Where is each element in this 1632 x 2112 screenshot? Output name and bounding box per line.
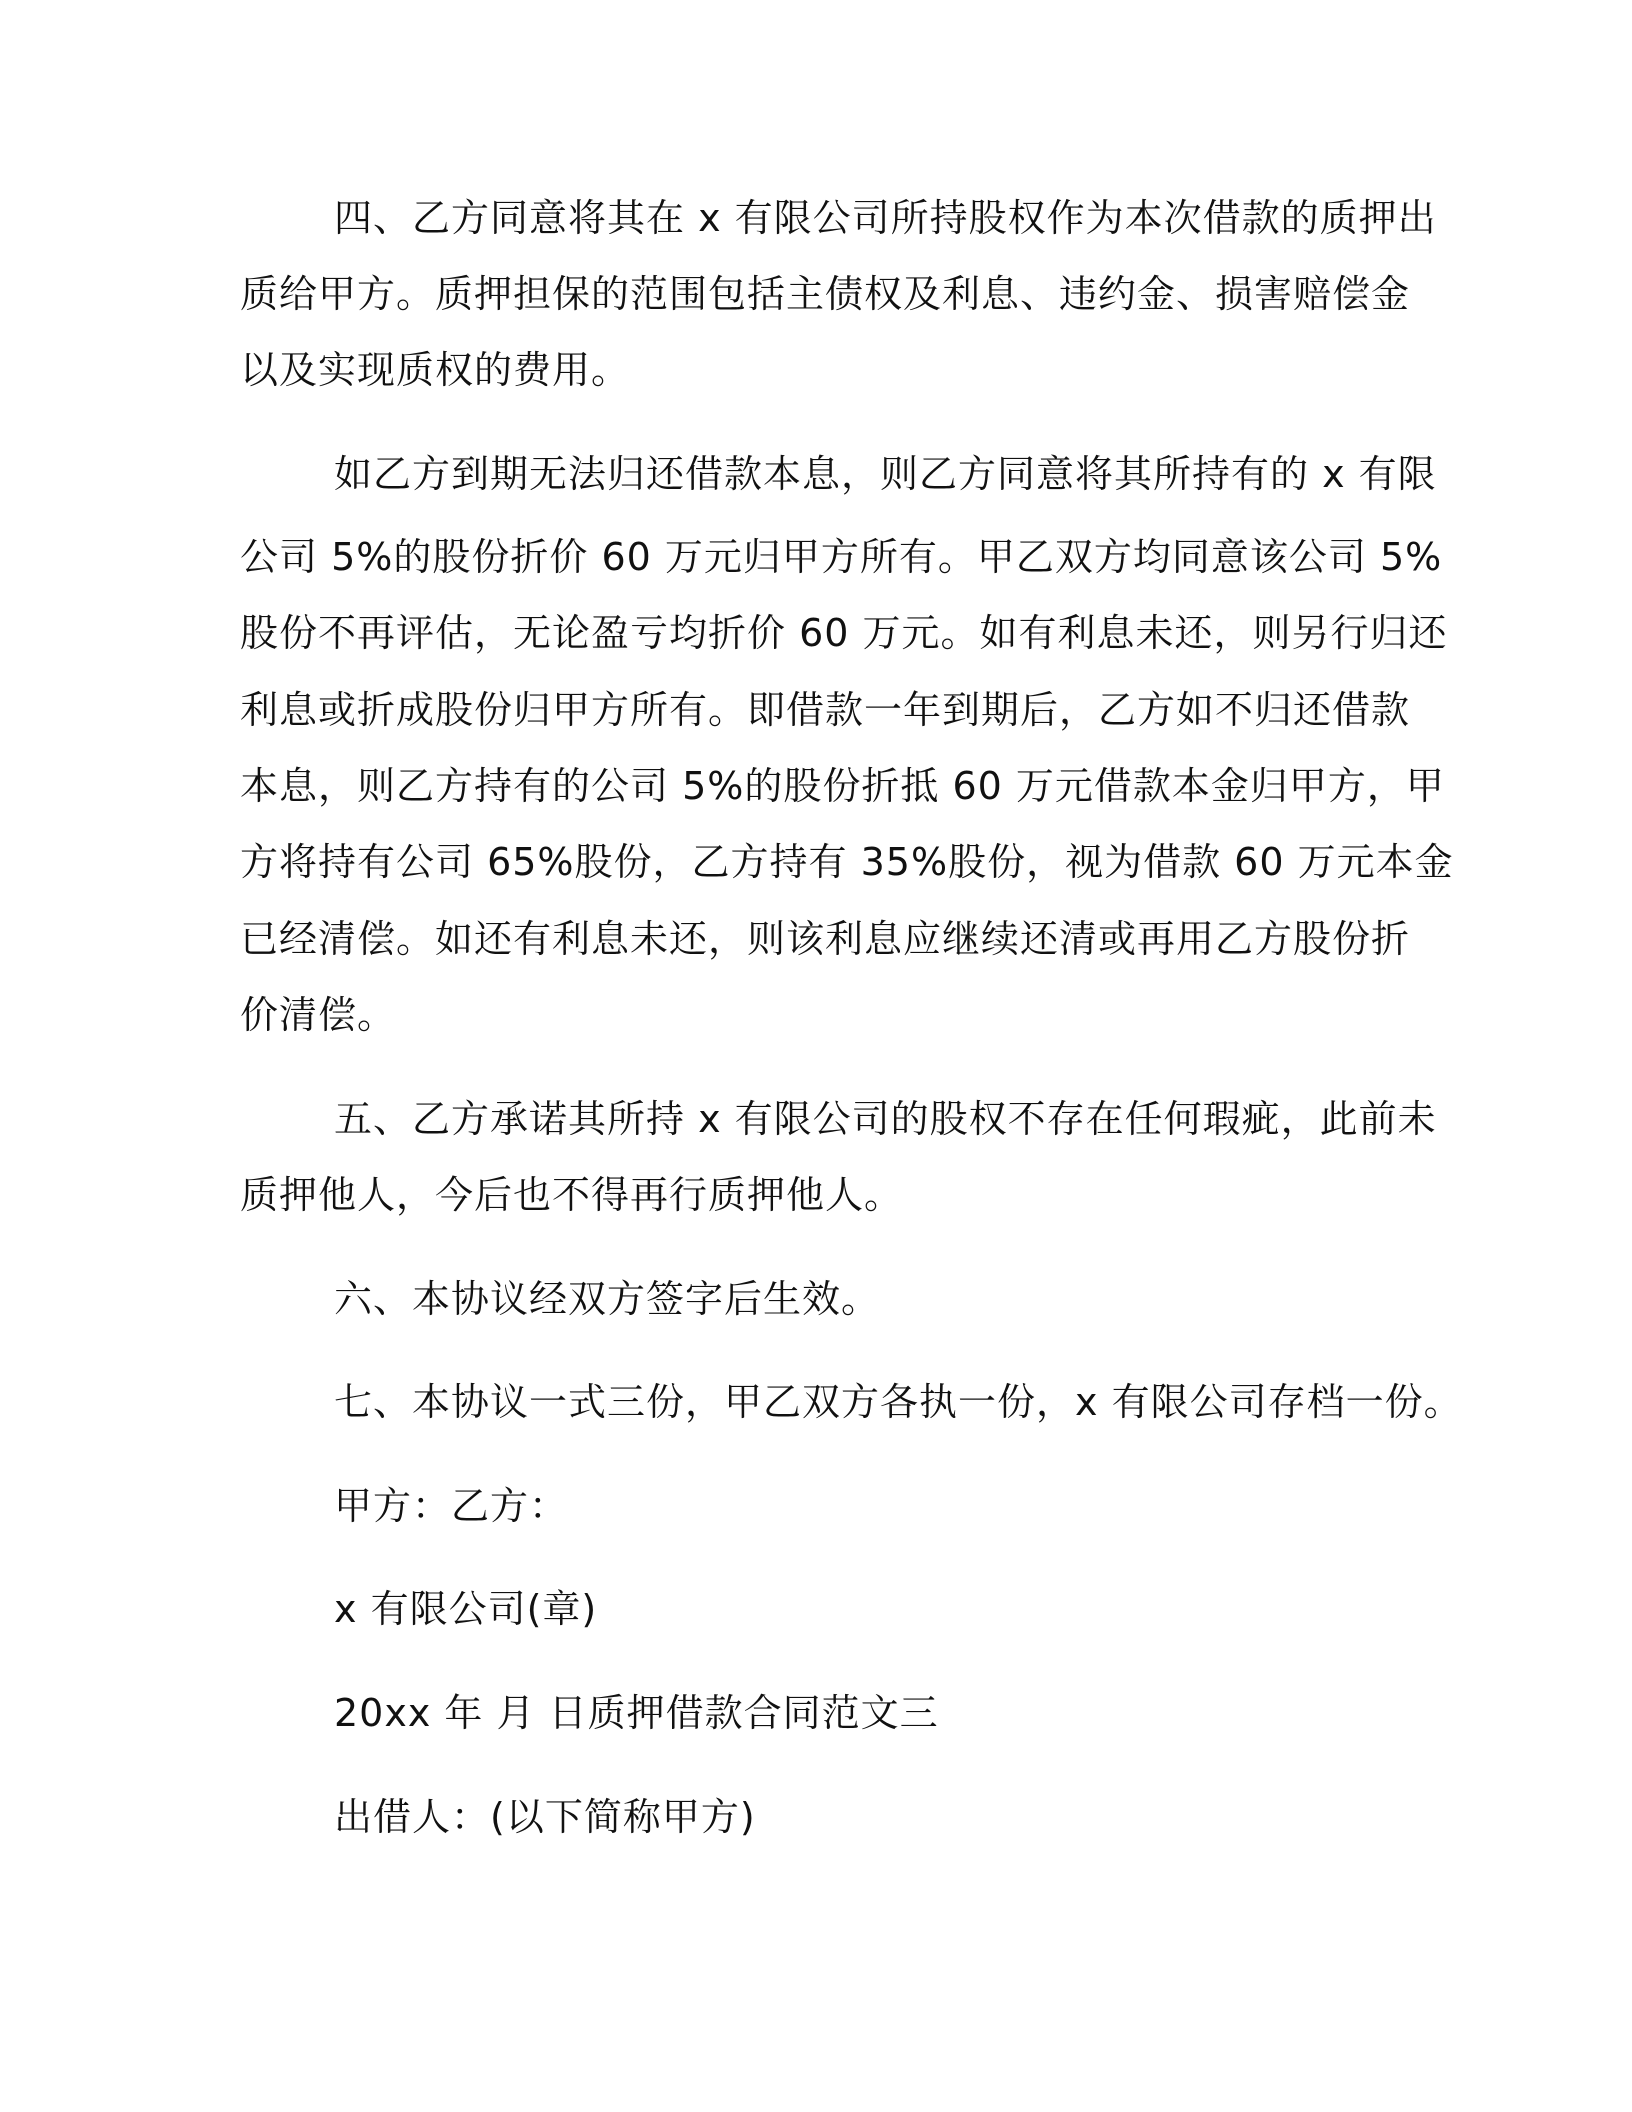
date-and-next-template-title: 20xx 年 月 日质押借款合同范文三 (334, 1691, 939, 1735)
clause-4-line-3: 以及实现质权的费用。 (240, 348, 631, 392)
clause-6: 六、本协议经双方签字后生效。 (334, 1277, 881, 1321)
default-paragraph-line-7: 已经清偿。如还有利息未还，则该利息应继续还清或再用乙方股份折 (240, 917, 1411, 961)
clause-5-line-2: 质押他人，今后也不得再行质押他人。 (240, 1173, 904, 1217)
default-paragraph-line-5: 本息，则乙方持有的公司 5%的股份折抵 60 万元借款本金归甲方，甲 (240, 764, 1445, 808)
default-paragraph-line-2: 公司 5%的股份折价 60 万元归甲方所有。甲乙双方均同意该公司 5% (240, 535, 1443, 579)
clause-7: 七、本协议一式三份，甲乙双方各执一份，x 有限公司存档一份。 (334, 1380, 1463, 1424)
default-paragraph-line-8: 价清偿。 (240, 993, 397, 1037)
party-signature-labels: 甲方：乙方： (334, 1484, 569, 1528)
lender-label: 出借人：(以下简称甲方) (334, 1795, 756, 1839)
clause-4-line-2: 质给甲方。质押担保的范围包括主债权及利息、违约金、损害赔偿金 (240, 272, 1411, 316)
company-seal-label: x 有限公司(章) (334, 1587, 598, 1631)
clause-4-line-1: 四、乙方同意将其在 x 有限公司所持股权作为本次借款的质押出 (334, 196, 1437, 240)
default-paragraph-line-6: 方将持有公司 65%股份，乙方持有 35%股份，视为借款 60 万元本金 (240, 840, 1454, 884)
default-paragraph-line-3: 股份不再评估，无论盈亏均折价 60 万元。如有利息未还，则另行归还 (240, 611, 1448, 655)
clause-5-line-1: 五、乙方承诺其所持 x 有限公司的股权不存在任何瑕疵，此前未 (334, 1097, 1437, 1141)
default-paragraph-line-1: 如乙方到期无法归还借款本息，则乙方同意将其所持有的 x 有限 (334, 452, 1437, 496)
default-paragraph-line-4: 利息或折成股份归甲方所有。即借款一年到期后，乙方如不归还借款 (240, 688, 1411, 732)
